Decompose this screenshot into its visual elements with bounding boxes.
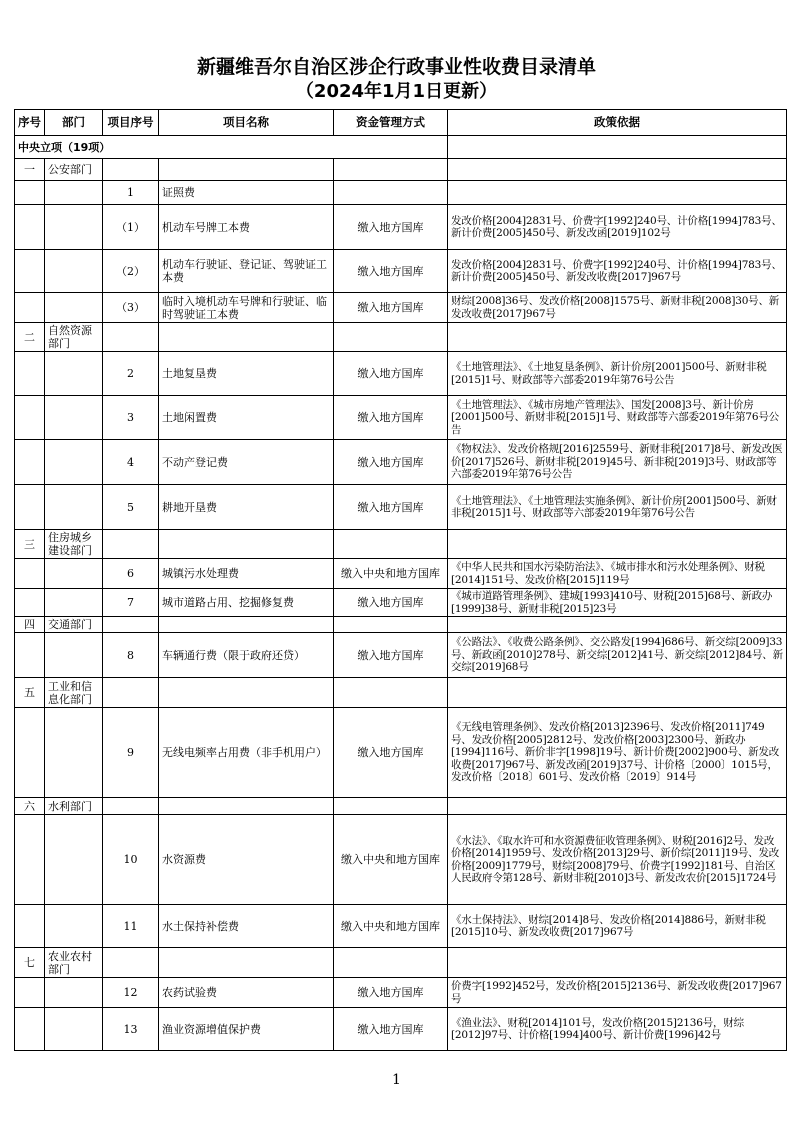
table-row <box>15 633 787 678</box>
dept-name-cell: 自然资源部门 <box>45 323 103 352</box>
policy-cell: 发改价格[2004]2831号、价费字[1992]240号、计价格[1994]783号、新计价费[2005]450号、新发改收费[2017]967号 <box>448 250 787 293</box>
department-row <box>15 678 787 708</box>
table-row <box>15 1008 787 1051</box>
dept-cell <box>45 905 103 948</box>
fund-cell: 缴入地方国库 <box>334 589 448 617</box>
header-dept: 部门 <box>45 110 103 136</box>
seq-cell <box>15 440 45 485</box>
dept-name-cell: 交通部门 <box>45 617 103 633</box>
empty-cell <box>448 798 787 815</box>
fund-cell: 缴入中央和地方国库 <box>334 559 448 589</box>
seq-cell <box>15 978 45 1008</box>
table-header-row <box>15 110 787 136</box>
item-seq-cell: 5 <box>103 485 159 530</box>
policy-cell: 《无线电管理条例》、发改价格[2013]2396号、发改价格[2011]749号、发改价格[2005]2812号、发改价格[2003]2300号、新政办[1994]116号、新价非字[1998]19号、新计价费[2002]900号、新发改收费[2017]967号、新发改函[2019]37号、计价格〔2000〕1015号，发改价格〔2018〕601号、发改价格〔2019〕914号 <box>448 708 787 798</box>
department-row <box>15 798 787 815</box>
department-row <box>15 617 787 633</box>
table-row <box>15 181 787 205</box>
department-row <box>15 948 787 978</box>
table-row <box>15 396 787 440</box>
empty-cell <box>103 798 159 815</box>
empty-cell <box>159 948 334 978</box>
item-name-cell: 土地复垦费 <box>159 352 334 396</box>
fund-cell: 缴入地方国库 <box>334 440 448 485</box>
dept-cell <box>45 559 103 589</box>
item-seq-cell: （3） <box>103 293 159 323</box>
seq-cell <box>15 485 45 530</box>
dept-cell <box>45 396 103 440</box>
empty-cell <box>159 323 334 352</box>
dept-cell <box>45 815 103 905</box>
fund-cell: 缴入地方国库 <box>334 205 448 250</box>
policy-cell: 《土地管理法》、《城市房地产管理法》、国发[2008]3号、新计价房[2001]500号、新财非税[2015]1号、财政部等六部委2019年第76号公告 <box>448 396 787 440</box>
dept-cell <box>45 440 103 485</box>
item-seq-cell: 6 <box>103 559 159 589</box>
fund-cell: 缴入地方国库 <box>334 352 448 396</box>
empty-cell <box>103 323 159 352</box>
item-name-cell: 不动产登记费 <box>159 440 334 485</box>
item-seq-cell: （1） <box>103 205 159 250</box>
dept-cell <box>45 978 103 1008</box>
fund-cell <box>334 181 448 205</box>
empty-cell <box>448 323 787 352</box>
table-row <box>15 589 787 617</box>
dept-seq-cell: 四 <box>15 617 45 633</box>
fund-cell: 缴入中央和地方国库 <box>334 905 448 948</box>
header-item-name: 项目名称 <box>159 110 334 136</box>
item-name-cell: 水土保持补偿费 <box>159 905 334 948</box>
dept-cell <box>45 485 103 530</box>
item-name-cell: 城镇污水处理费 <box>159 559 334 589</box>
table-row <box>15 250 787 293</box>
dept-seq-cell: 三 <box>15 530 45 559</box>
item-name-cell: 城市道路占用、挖掘修复费 <box>159 589 334 617</box>
policy-cell: 《物权法》、发改价格规[2016]2559号、新财非税[2017]8号、新发改医价[2017]526号、新财非税[2019]45号、新非税[2019]3号、财政部等六部委2019年第76号公告 <box>448 440 787 485</box>
page-number: 1 <box>392 1072 401 1088</box>
fund-cell: 缴入地方国库 <box>334 293 448 323</box>
seq-cell <box>15 181 45 205</box>
empty-cell <box>334 530 448 559</box>
dept-seq-cell: 二 <box>15 323 45 352</box>
empty-cell <box>448 530 787 559</box>
item-seq-cell: 7 <box>103 589 159 617</box>
fund-cell: 缴入地方国库 <box>334 1008 448 1051</box>
table-row <box>15 559 787 589</box>
empty-cell <box>334 948 448 978</box>
section-empty-cell <box>448 136 787 159</box>
dept-cell <box>45 352 103 396</box>
dept-name-cell: 水利部门 <box>45 798 103 815</box>
seq-cell <box>15 708 45 798</box>
policy-cell: 《中华人民共和国水污染防治法》、《城市排水和污水处理条例》、财税[2014]151号、发改价格[2015]119号 <box>448 559 787 589</box>
item-name-cell: 临时入境机动车号牌和行驶证、临时驾驶证工本费 <box>159 293 334 323</box>
item-seq-cell: 1 <box>103 181 159 205</box>
dept-seq-cell: 一 <box>15 159 45 181</box>
dept-seq-cell: 六 <box>15 798 45 815</box>
seq-cell <box>15 589 45 617</box>
dept-cell <box>45 181 103 205</box>
dept-cell <box>45 589 103 617</box>
table-row <box>15 205 787 250</box>
dept-cell <box>45 250 103 293</box>
fund-cell: 缴入地方国库 <box>334 708 448 798</box>
policy-cell: 《渔业法》、财税[2014]101号，发改价格[2015]2136号，财综[2012]97号、计价格[1994]400号、新计价费[1996]42号 <box>448 1008 787 1051</box>
dept-cell <box>45 205 103 250</box>
section-label: 中央立项（19项） <box>15 136 448 159</box>
empty-cell <box>159 678 334 708</box>
table-row <box>15 293 787 323</box>
department-row <box>15 323 787 352</box>
table-row <box>15 352 787 396</box>
fund-cell: 缴入地方国库 <box>334 978 448 1008</box>
dept-seq-cell: 七 <box>15 948 45 978</box>
empty-cell <box>103 530 159 559</box>
seq-cell <box>15 250 45 293</box>
empty-cell <box>103 948 159 978</box>
seq-cell <box>15 905 45 948</box>
section-row <box>15 136 787 159</box>
policy-cell: 《公路法》、《收费公路条例》、交公路发[1994]686号、新交综[2009]33号、新政函[2010]278号、新交综[2012]41号、新交综[2012]84号、新交综[2019]68号 <box>448 633 787 678</box>
empty-cell <box>334 678 448 708</box>
department-row <box>15 530 787 559</box>
empty-cell <box>334 798 448 815</box>
item-name-cell: 耕地开垦费 <box>159 485 334 530</box>
header-fund: 资金管理方式 <box>334 110 448 136</box>
table-row <box>15 978 787 1008</box>
item-seq-cell: （2） <box>103 250 159 293</box>
dept-cell <box>45 293 103 323</box>
fund-cell: 缴入地方国库 <box>334 485 448 530</box>
fund-cell: 缴入地方国库 <box>334 633 448 678</box>
item-name-cell: 车辆通行费（限于政府还贷） <box>159 633 334 678</box>
item-seq-cell: 10 <box>103 815 159 905</box>
header-item-seq: 项目序号 <box>103 110 159 136</box>
empty-cell <box>334 159 448 181</box>
seq-cell <box>15 352 45 396</box>
dept-name-cell: 公安部门 <box>45 159 103 181</box>
policy-cell <box>448 181 787 205</box>
seq-cell <box>15 205 45 250</box>
empty-cell <box>448 617 787 633</box>
document-subtitle: （2024年1月1日更新） <box>295 81 498 102</box>
table-row <box>15 708 787 798</box>
empty-cell <box>103 159 159 181</box>
policy-cell: 《土地管理法》、《土地管理法实施条例》、新计价房[2001]500号、新财非税[2015]1号、财政部等六部委2019年第76号公告 <box>448 485 787 530</box>
header-seq: 序号 <box>15 110 45 136</box>
seq-cell <box>15 1008 45 1051</box>
empty-cell <box>103 617 159 633</box>
dept-name-cell: 住房城乡建设部门 <box>45 530 103 559</box>
fund-cell: 缴入地方国库 <box>334 250 448 293</box>
item-name-cell: 土地闲置费 <box>159 396 334 440</box>
dept-seq-cell: 五 <box>15 678 45 708</box>
document-title: 新疆维吾尔自治区涉企行政事业性收费目录清单 <box>196 56 596 78</box>
policy-cell: 《水法》、《取水许可和水资源费征收管理条例》、财税[2016]2号、发改价格[2014]1959号、发改价格[2013]29号、新价综[2011]19号、发改价格[2009]1779号，财综[2008]79号、价费字[1992]181号、自治区人民政府令第128号、新财非税[2010]3号、新发改农价[2015]1724号 <box>448 815 787 905</box>
item-name-cell: 证照费 <box>159 181 334 205</box>
empty-cell <box>448 678 787 708</box>
item-seq-cell: 11 <box>103 905 159 948</box>
policy-cell: 《水土保持法》、财综[2014]8号、发改价格[2014]886号，新财非税[2015]10号、新发改收费[2017]967号 <box>448 905 787 948</box>
dept-cell <box>45 1008 103 1051</box>
empty-cell <box>103 678 159 708</box>
policy-cell: 财综[2008]36号、发改价格[2008]1575号、新财非税[2008]30号、新发改收费[2017]967号 <box>448 293 787 323</box>
empty-cell <box>159 798 334 815</box>
table-row <box>15 905 787 948</box>
dept-name-cell: 工业和信息化部门 <box>45 678 103 708</box>
department-row <box>15 159 787 181</box>
fee-list-table <box>14 109 787 1051</box>
policy-cell: 《土地管理法》、《土地复垦条例》、新计价房[2001]500号、新财非税[2015]1号、财政部等六部委2019年第76号公告 <box>448 352 787 396</box>
empty-cell <box>334 617 448 633</box>
item-name-cell: 水资源费 <box>159 815 334 905</box>
policy-cell: 价费字[1992]452号，发改价格[2015]2136号、新发改收费[2017]967号 <box>448 978 787 1008</box>
policy-cell: 《城市道路管理条例》、建城[1993]410号、财税[2015]68号、新政办[1999]38号、新财非税[2015]23号 <box>448 589 787 617</box>
dept-name-cell: 农业农村部门 <box>45 948 103 978</box>
item-seq-cell: 8 <box>103 633 159 678</box>
policy-cell: 发改价格[2004]2831号、价费字[1992]240号、计价格[1994]783号、新计价费[2005]450号、新发改函[2019]102号 <box>448 205 787 250</box>
header-policy: 政策依据 <box>448 110 787 136</box>
empty-cell <box>159 530 334 559</box>
dept-cell <box>45 633 103 678</box>
item-name-cell: 无线电频率占用费（非手机用户） <box>159 708 334 798</box>
item-name-cell: 机动车行驶证、登记证、驾驶证工本费 <box>159 250 334 293</box>
table-row <box>15 440 787 485</box>
item-seq-cell: 9 <box>103 708 159 798</box>
table-row <box>15 485 787 530</box>
item-seq-cell: 12 <box>103 978 159 1008</box>
seq-cell <box>15 559 45 589</box>
dept-cell <box>45 708 103 798</box>
table-row <box>15 815 787 905</box>
item-name-cell: 农药试验费 <box>159 978 334 1008</box>
empty-cell <box>159 159 334 181</box>
seq-cell <box>15 633 45 678</box>
empty-cell <box>448 159 787 181</box>
empty-cell <box>159 617 334 633</box>
item-name-cell: 渔业资源增值保护费 <box>159 1008 334 1051</box>
item-seq-cell: 13 <box>103 1008 159 1051</box>
empty-cell <box>448 948 787 978</box>
seq-cell <box>15 293 45 323</box>
fund-cell: 缴入地方国库 <box>334 396 448 440</box>
seq-cell <box>15 815 45 905</box>
item-name-cell: 机动车号牌工本费 <box>159 205 334 250</box>
item-seq-cell: 3 <box>103 396 159 440</box>
item-seq-cell: 2 <box>103 352 159 396</box>
seq-cell <box>15 396 45 440</box>
fund-cell: 缴入中央和地方国库 <box>334 815 448 905</box>
empty-cell <box>334 323 448 352</box>
item-seq-cell: 4 <box>103 440 159 485</box>
